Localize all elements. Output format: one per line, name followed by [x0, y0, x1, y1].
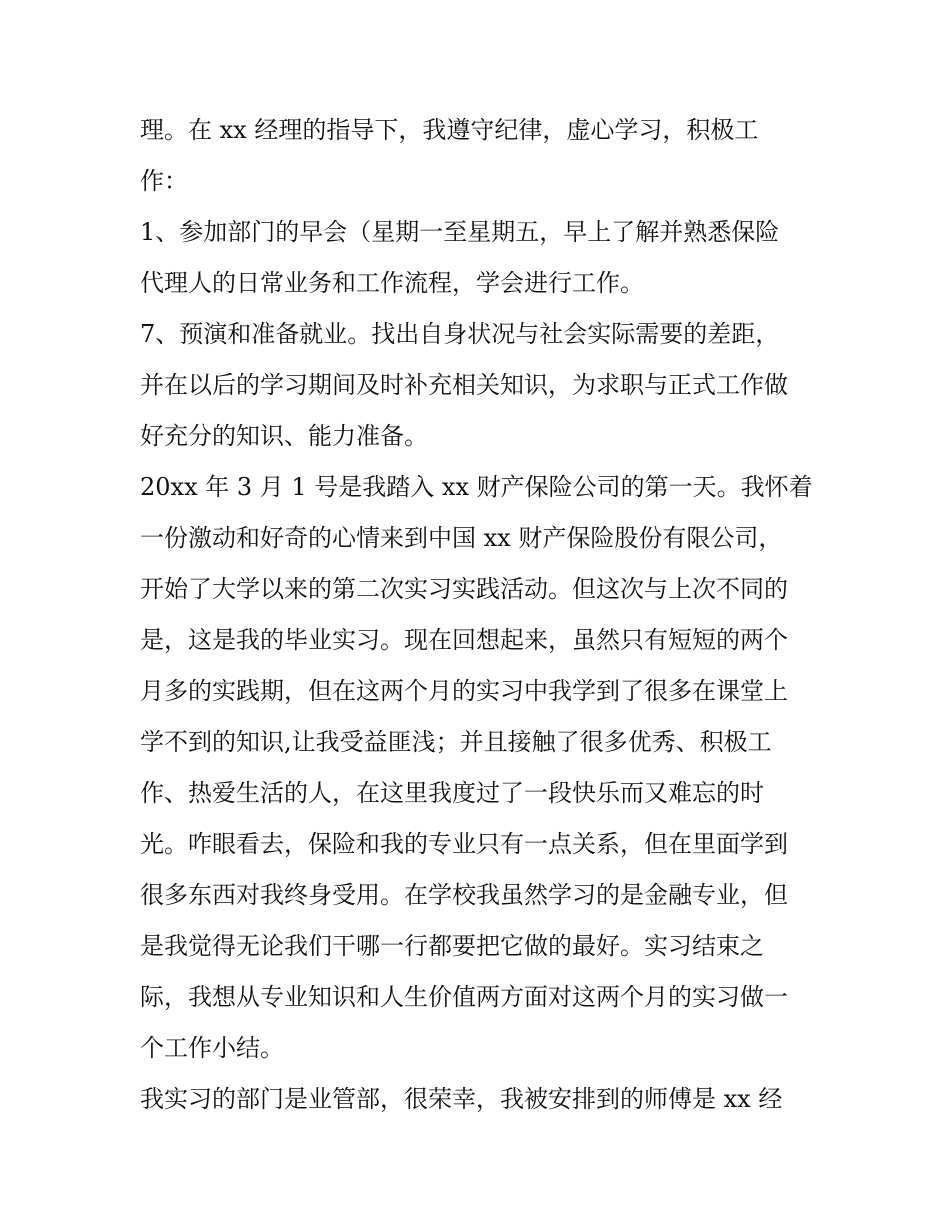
text-line: 作： [140, 167, 188, 195]
text-line: 是我觉得无论我们干哪一行都要把它做的最好。实习结束之 [140, 932, 764, 960]
text-line: 一份激动和好奇的心情来到中国 xx 财产保险股份有限公司， [140, 524, 783, 552]
text-line: 作、热爱生活的人，在这里我度过了一段快乐而又难忘的时 [140, 779, 764, 807]
text-line: 理。在 xx 经理的指导下，我遵守纪律，虚心学习，积极工 [140, 116, 759, 144]
text-line: 20xx 年 3 月 1 号是我踏入 xx 财产保险公司的第一天。我怀着 [140, 473, 813, 501]
document-body [140, 110, 820, 1130]
text-line: 开始了大学以来的第二次实习实践活动。但这次与上次不同的 [140, 575, 788, 603]
text-line: 很多东西对我终身受用。在学校我虽然学习的是金融专业，但 [140, 881, 788, 909]
text-line: 个工作小结。 [140, 1034, 284, 1062]
text-line: 并在以后的学习期间及时补充相关知识，为求职与正式工作做 [140, 371, 788, 399]
text-line: 我实习的部门是业管部，很荣幸，我被安排到的师傅是 xx 经 [140, 1085, 783, 1113]
text-line: 代理人的日常业务和工作流程，学会进行工作。 [140, 269, 644, 297]
text-line: 1、参加部门的早会（星期一至星期五，早上了解并熟悉保险 [140, 218, 780, 246]
text-line: 光。咋眼看去，保险和我的专业只有一点关系，但在里面学到 [140, 830, 788, 858]
text-line: 学不到的知识,让我受益匪浅；并且接触了很多优秀、积极工 [140, 728, 772, 756]
text-line: 好充分的知识、能力准备。 [140, 422, 428, 450]
text-line: 月多的实践期，但在这两个月的实习中我学到了很多在课堂上 [140, 677, 788, 705]
text-line: 是，这是我的毕业实习。现在回想起来，虽然只有短短的两个 [140, 626, 788, 654]
text-line: 际，我想从专业知识和人生价值两方面对这两个月的实习做一 [140, 983, 788, 1011]
text-line: 7、预演和准备就业。找出自身状况与社会实际需要的差距， [140, 320, 780, 348]
